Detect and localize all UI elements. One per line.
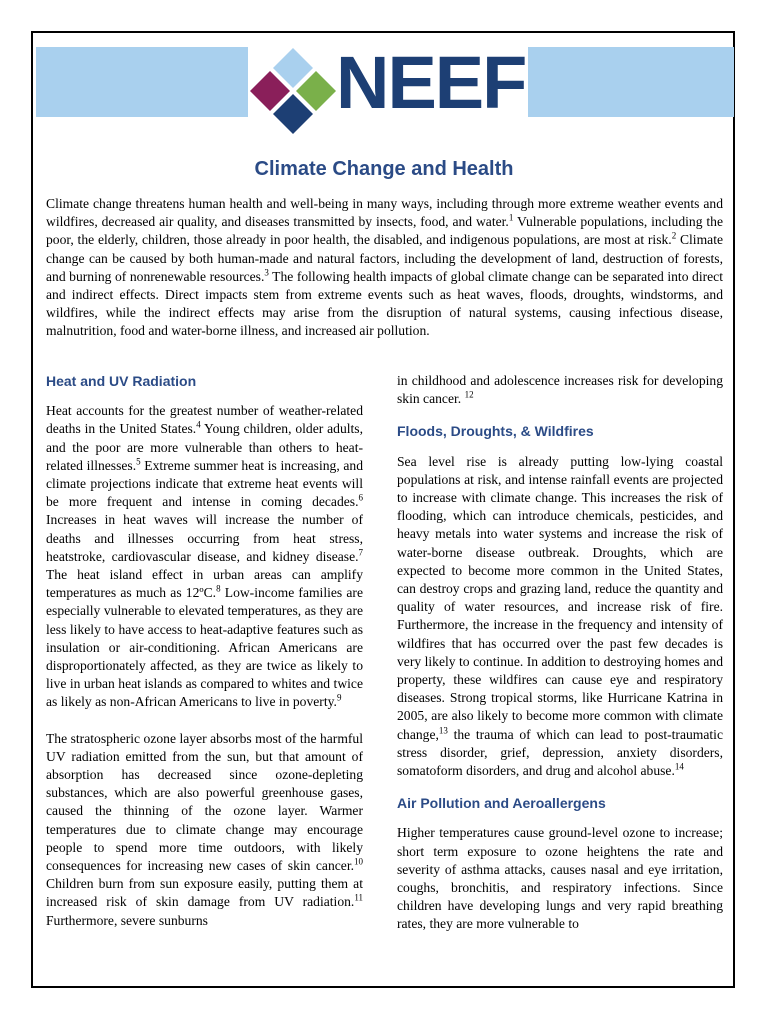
- footnote-ref: 3: [264, 267, 269, 278]
- left-column: [46, 372, 363, 930]
- footnote-ref: 7: [358, 547, 363, 558]
- footnote-ref: 9: [336, 692, 342, 703]
- footnote-ref: 1: [508, 212, 514, 223]
- right-column: [397, 372, 723, 934]
- footnote-ref: 2: [671, 230, 677, 241]
- footnote-ref: 6: [358, 492, 363, 503]
- logo-wordmark: NEEF: [336, 41, 526, 124]
- footnote-ref: 5: [136, 456, 141, 467]
- intro-paragraph: Climate change threatens human health and well-being in many ways, including through more extreme weather events and wildfires, decreased air quality, and diseases transmitted by insects, food, and water.$^1$ Vulnerable populations, including the poor, the elderly, children, those already in poor health, the disabled, and indigenous populations, are most at risk.$^2$ Climate change can be caused by both human-made and natural factors, including the development of land, destruction of forests, and burning of nonrenewable resources.$^3$ The following health impacts of global climate change can be separated into direct and indirect effects. Direct impacts stem from extreme events such as heat waves, floods, droughts, windstorms, and wildfires, while the indirect effects may arise from the disruption of natural systems, causing infectious disease, malnutrition, food and water-borne illness, and increased air pollution.: [46, 196, 724, 339]
- uv-paragraph: The stratospheric ozone layer absorbs most of the harmful UV radiation emitted from the sun, but that amount of absorption has decreased since ozone-depleting substances, which are also powerful greenhouse gases, caused the thinning of the ozone layer. Warmer temperatures due to climate change may encourage people to spend more time outdoors, with likely consequences for increasing new cases of skin cancer.$^{10}$ Children burn from sun exposure easily, putting them at increased risk of skin damage from UV radiation.$^{11}$ Furthermore, severe sunburns: [46, 730, 363, 928]
- footnote-ref: 4: [196, 419, 201, 430]
- footnote-ref: 11: [354, 892, 363, 903]
- header-banner-right: [519, 47, 734, 117]
- footnote-ref: 8: [216, 583, 221, 594]
- heat-paragraph: Heat accounts for the greatest number of weather-related deaths in the United States.$^4$ Young children, older adults, and the poor are more vulnerable than others to heat-related illnesses.$^5$ Extreme summer heat is increasing, and climate projections indicate that extreme heat events will be more frequent and intense in coming decades.$^6$ Increases in heat waves will increase the number of deaths and illnesses occurring from heat stress, heatstroke, cardiovascular disease, and kidney disease.$^7$ The heat island effect in urban areas can amplify temperatures as much as 12ºC.$^8$ Low-income families are especially vulnerable to elevated temperatures, as they are less likely to have access to heat-adaptive features such as insulation or air-conditioning. African Americans are disproportionately affected, as they are twice as likely to live in urban heat islands as compared to whites and twice as likely as non-African Americans to live in poverty.$^9$: [46, 403, 364, 710]
- uv-paragraph-continued: in childhood and adolescence increases risk for developing skin cancer. $^{12}$: [397, 373, 723, 407]
- air-pollution-heading: Air Pollution and Aeroallergens: [397, 795, 606, 812]
- footnote-ref: 13: [438, 725, 448, 736]
- header-banner-left: [36, 47, 254, 117]
- footnote-ref: 14: [674, 761, 684, 772]
- page-title: Climate Change and Health: [254, 158, 514, 180]
- air-pollution-paragraph: Higher temperatures cause ground-level ozone to increase; short term exposure to ozone heightens the rate and severity of asthma attacks, causes nasal and eye irritation, coughs, bronchitis, and respiratory infections. Since children have developing lungs and very rapid breathing rates, they are more vulnerable to: [397, 825, 723, 932]
- footnote-ref: 12: [464, 389, 474, 400]
- floods-heading: Floods, Droughts, & Wildfires: [397, 423, 594, 440]
- heat-uv-heading: Heat and UV Radiation: [46, 373, 197, 389]
- footnote-ref: 10: [354, 856, 363, 867]
- floods-paragraph: Sea level rise is already putting low-lying coastal populations at risk, and intense rainfall events are projected to increase with climate change. This increases the risk of flooding, which can introduce chemicals, pesticides, and heavy metals into water systems and increase the risk of water-borne disease outbreak. Droughts, which are expected to become more common in the United States, can destroy crops and grazing land, reduce the quantity and quality of water resources, and increase risk of fire. Furthermore, the increase in the frequency and intensity of wildfires that has occurred over the past few decades is very likely to continue. In addition to destroying homes and property, these wildfires can cause eye and respiratory diseases. Strong tropical storms, like Hurricane Katrina in 2005, are also likely to become more common with climate change,$^{13}$ the trauma of which can lead to post-traumatic stress disorder, grief, depression, anxiety disorders, somatoform disorders, and drug and alcohol abuse.$^{14}$: [397, 453, 723, 779]
